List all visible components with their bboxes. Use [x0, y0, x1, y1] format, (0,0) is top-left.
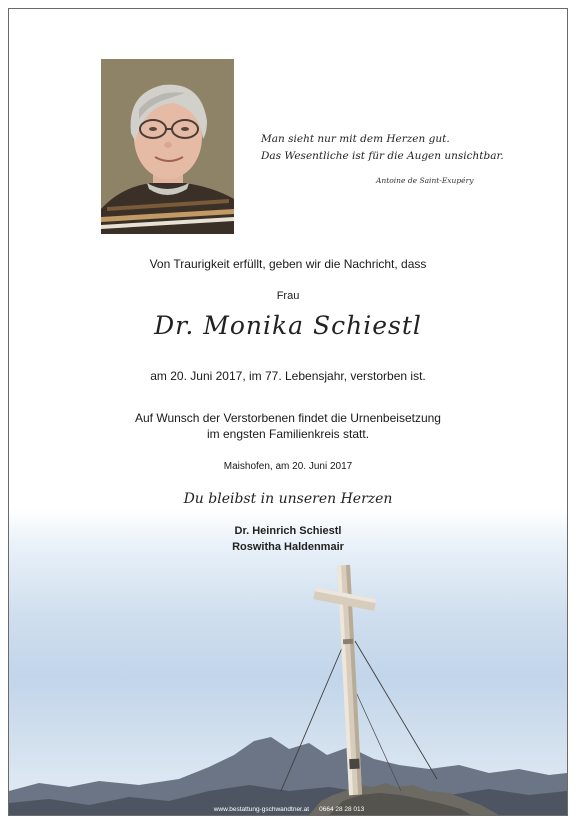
- mourner-name: Roswitha Haldenmair: [232, 541, 344, 553]
- deceased-title: Frau: [276, 290, 300, 302]
- quote: [261, 131, 541, 165]
- footer-phone: 0664 28 28 013: [319, 806, 365, 813]
- place-date: Maishofen, am 20. Juni 2017: [223, 461, 353, 472]
- quote-line-2: Das Wesentliche ist für die Augen unsichtbar.: [261, 150, 504, 162]
- burial-note-line-1: Auf Wunsch der Verstorbenen findet die Urnenbeisetzung: [135, 411, 441, 425]
- deceased-name: Dr. Monika Schiestl: [154, 311, 422, 340]
- portrait-photo: [101, 59, 234, 234]
- quote-author: Antoine de Saint-Exupéry: [376, 176, 474, 185]
- funeral-home-footer: [189, 806, 389, 813]
- footer-website[interactable]: www.bestattung-gschwandtner.at: [213, 806, 310, 813]
- death-statement: am 20. Juni 2017, im 77. Lebensjahr, verstorben ist.: [150, 369, 426, 383]
- burial-note-line-2: im engsten Familienkreis statt.: [206, 427, 370, 441]
- mountain-cross-scene: [9, 529, 567, 815]
- quote-line-1: Man sieht nur mit dem Herzen gut.: [261, 133, 450, 145]
- announcement-intro: Von Traurigkeit erfüllt, geben wir die Nachricht, dass: [149, 257, 427, 271]
- obituary-card: [8, 8, 568, 816]
- mourner-name: Dr. Heinrich Schiestl: [234, 525, 342, 537]
- farewell-line: Du bleibst in unseren Herzen: [183, 491, 393, 507]
